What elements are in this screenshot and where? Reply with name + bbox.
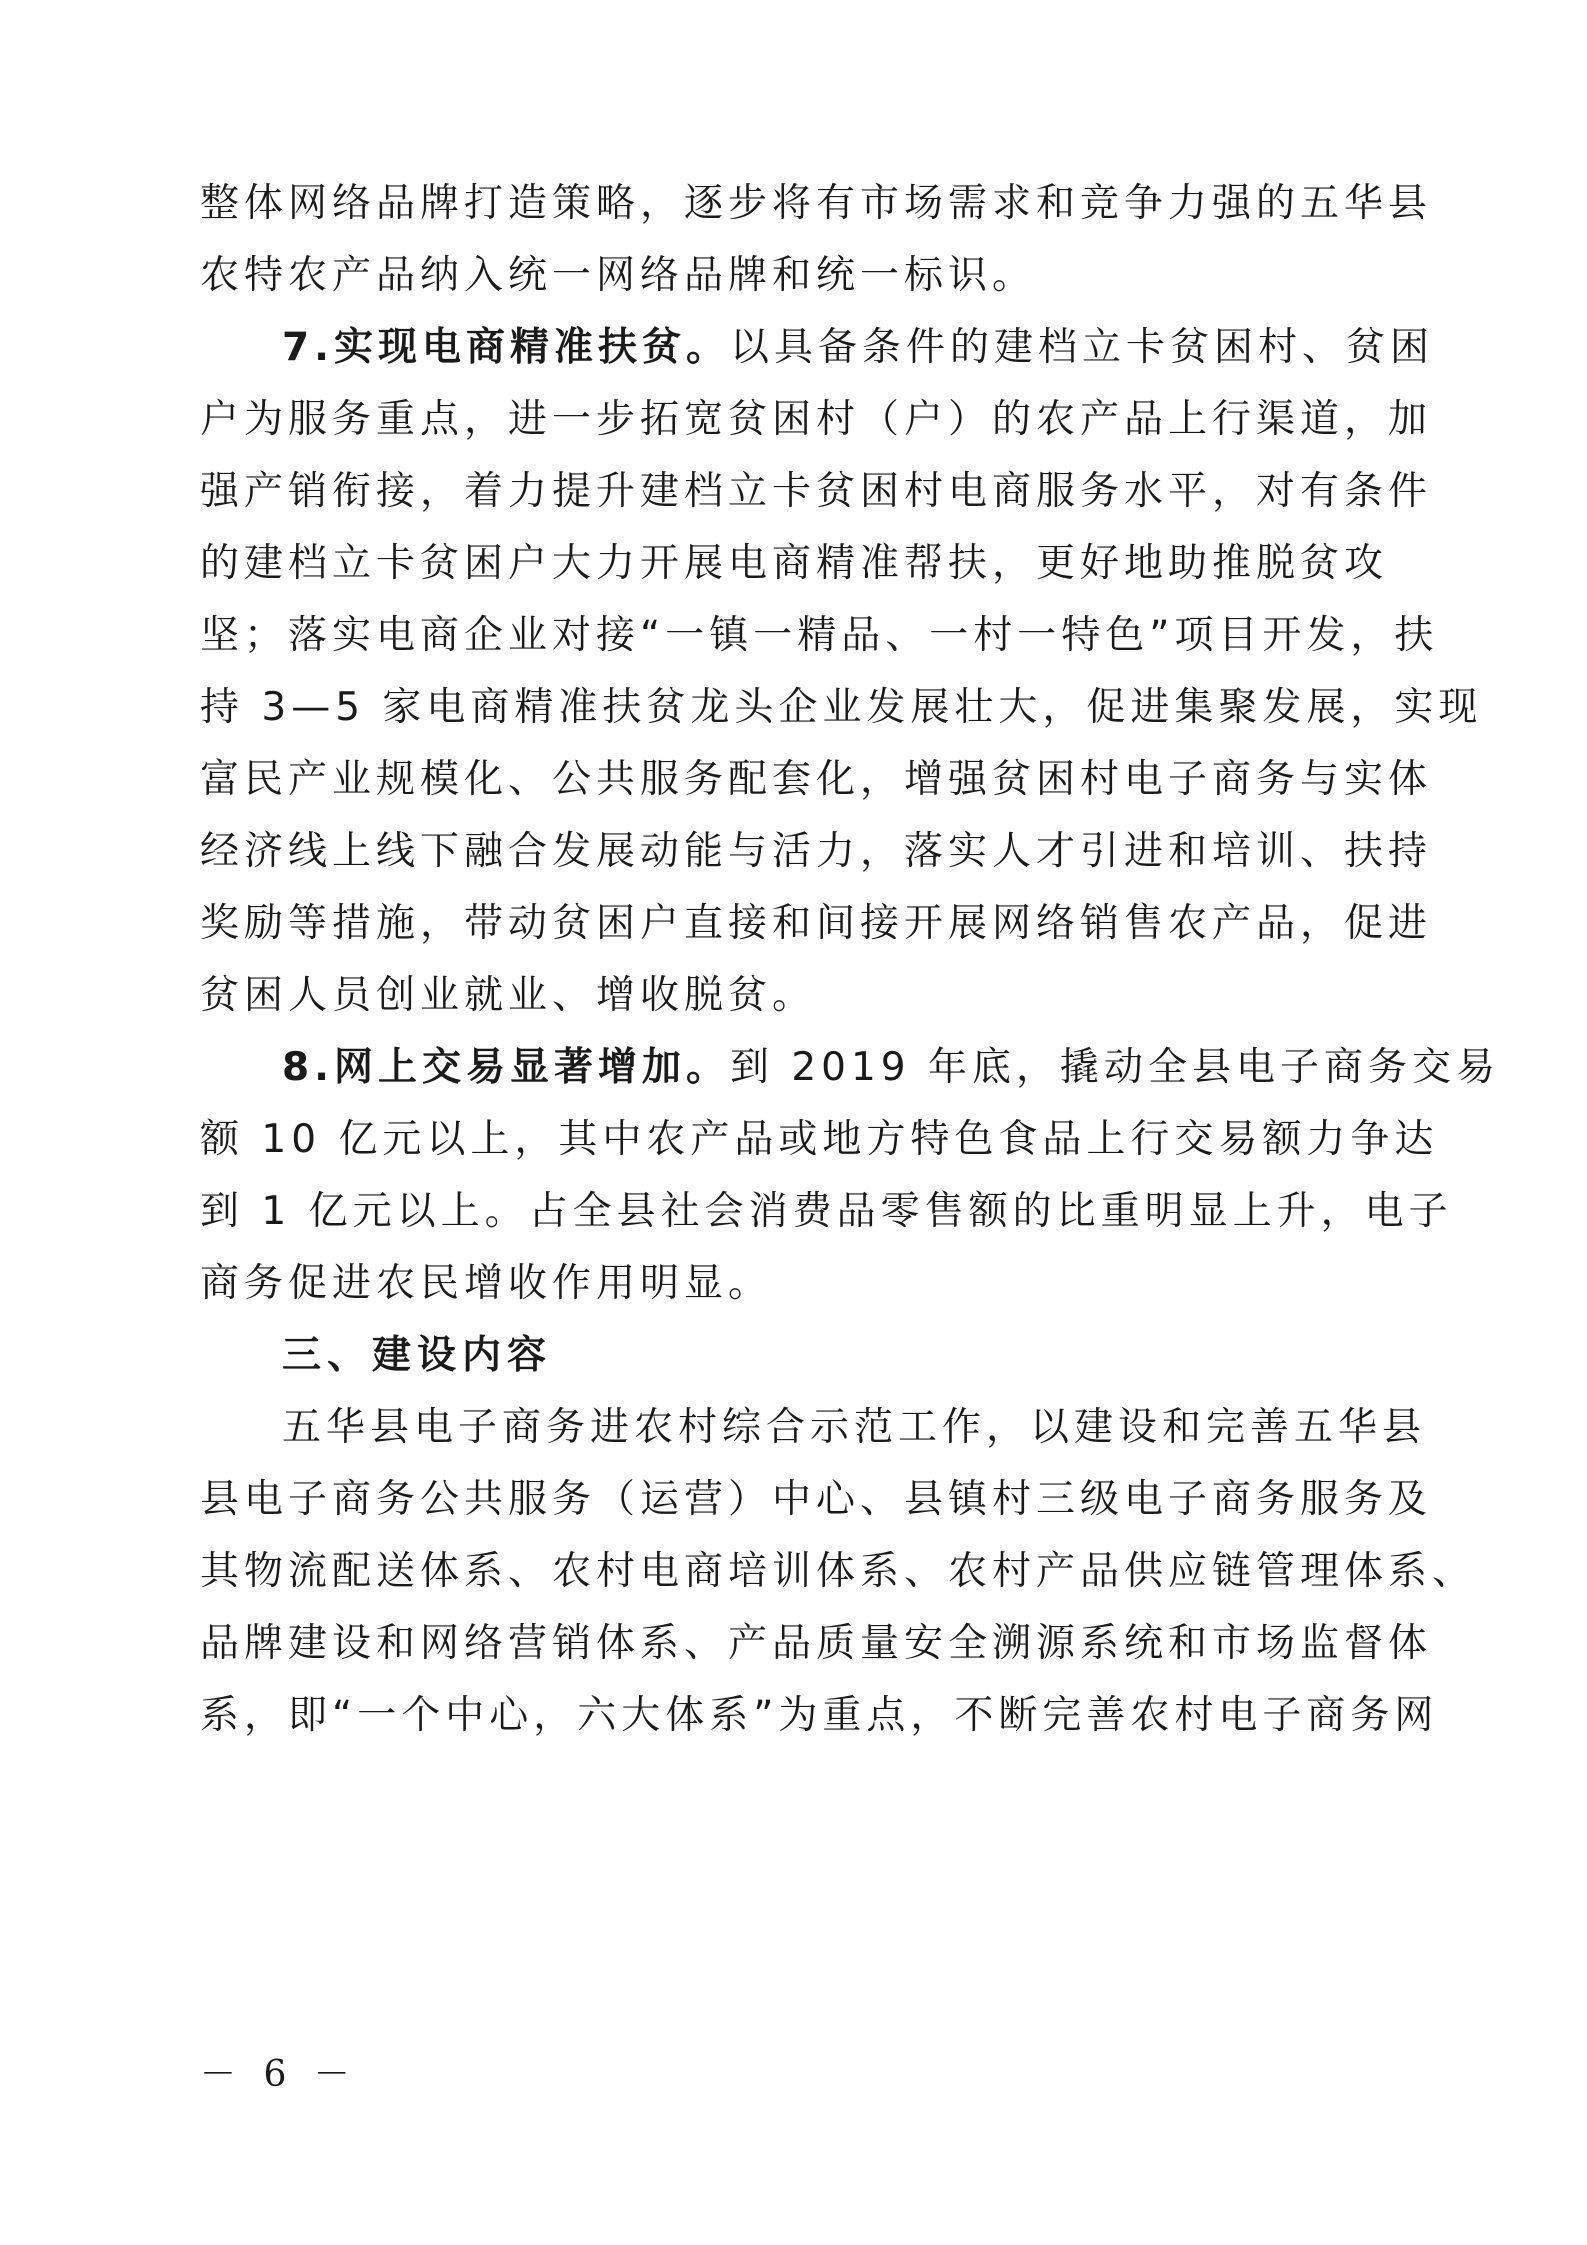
paragraph-line: 的建档立卡贫困户大力开展电商精准帮扶，更好地助推脱贫攻 — [200, 541, 1389, 586]
paragraph-line: 经济线上线下融合发展动能与活力，落实人才引进和培训、扶持 — [200, 829, 1433, 874]
paragraph-line: 坚；落实电商企业对接“一镇一精品、一村一特色”项目开发，扶 — [200, 613, 1439, 658]
paragraph-line: 其物流配送体系、农村电商培训体系、农村产品供应链管理体系、 — [200, 1549, 1477, 1594]
paragraph-line: 县电子商务公共服务（运营）中心、县镇村三级电子商务服务及 — [200, 1477, 1433, 1522]
paragraph-line: 奖励等措施，带动贫困户直接和间接开展网络销售农产品，促进 — [200, 901, 1433, 946]
paragraph-line: 户为服务重点，进一步拓宽贫困村（户）的农产品上行渠道，加 — [200, 397, 1433, 442]
section7-heading: 7.实现电商精准扶贫。 — [282, 325, 730, 370]
paragraph-line: 额 10 亿元以上，其中农产品或地方特色食品上行交易额力争达 — [200, 1117, 1439, 1162]
section8-first-text: 到 2019 年底，撬动全县电子商务交易 — [729, 1045, 1500, 1090]
paragraph-line: 贫困人员创业就业、增收脱贫。 — [200, 973, 817, 1018]
paragraph-line: 到 1 亿元以上。占全县社会消费品零售额的比重明显上升，电子 — [200, 1189, 1453, 1234]
paragraph-line: 富民产业规模化、公共服务配套化，增强贫困村电子商务与实体 — [200, 757, 1433, 802]
section7-first-text: 以具备条件的建档立卡贫困村、贫困 — [729, 325, 1434, 370]
paragraph-line: 系，即“一个中心，六大体系”为重点，不断完善农村电子商务网 — [200, 1693, 1439, 1738]
section3-heading: 三、建设内容 — [282, 1333, 553, 1378]
paragraph-line: 五华县电子商务进农村综合示范工作，以建设和完善五华县 — [282, 1405, 1427, 1450]
paragraph-line: 整体网络品牌打造策略，逐步将有市场需求和竞争力强的五华县 — [200, 181, 1433, 226]
section7-first-line — [282, 320, 1434, 376]
paragraph-line: 商务促进农民增收作用明显。 — [200, 1261, 773, 1306]
paragraph-line: 品牌建设和网络营销体系、产品质量安全溯源系统和市场监督体 — [200, 1621, 1433, 1666]
section8-first-line — [282, 1040, 1500, 1096]
page-number: － 6 － — [200, 2054, 358, 2095]
paragraph-line: 强产销衔接，着力提升建档立卡贫困村电商服务水平，对有条件 — [200, 469, 1433, 514]
section8-heading: 8.网上交易显著增加。 — [282, 1045, 730, 1090]
paragraph-line: 持 3—5 家电商精准扶贫龙头企业发展壮大，促进集聚发展，实现 — [200, 685, 1483, 730]
paragraph-line: 农特农产品纳入统一网络品牌和统一标识。 — [200, 253, 1037, 298]
